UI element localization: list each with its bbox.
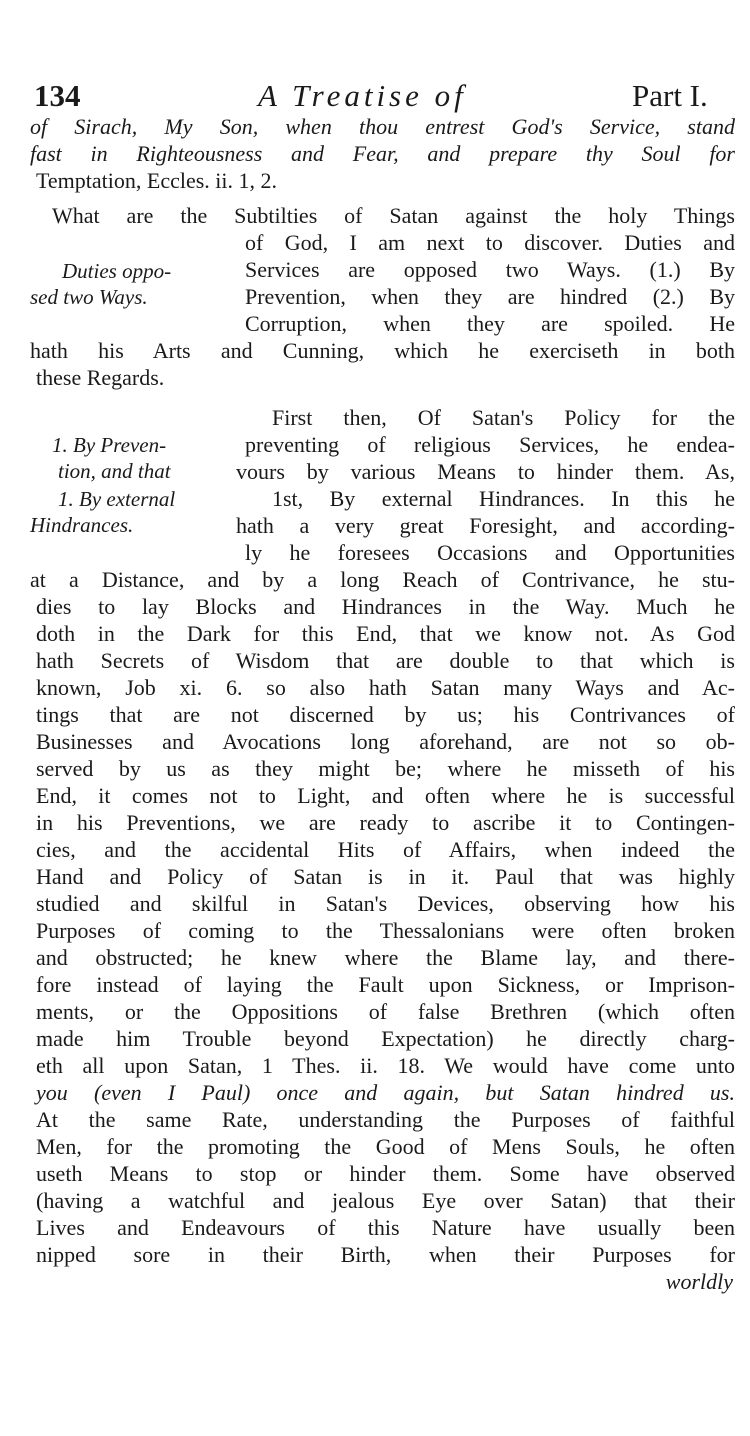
body-line: fast in Righteousness and Fear, and prepare thy Soul for: [30, 141, 735, 166]
body-line: preventing of religious Services, he endea-: [245, 432, 735, 457]
body-line: Prevention, when they are hindred (2.) By: [245, 284, 735, 309]
body-line: What are the Subtilties of Satan against the holy Things: [52, 203, 735, 228]
body-line: served by us as they might be; where he misseth of his: [36, 756, 735, 781]
margin-note: Hindrances.: [30, 513, 134, 537]
body-line: hath his Arts and Cunning, which he exerciseth in both: [30, 338, 735, 363]
body-line: First then, Of Satan's Policy for the: [272, 405, 735, 430]
body-line: Men, for the promoting the Good of Mens Souls, he often: [36, 1134, 735, 1159]
body-line: Temptation, Eccles. ii. 1, 2.: [36, 168, 278, 193]
body-line: made him Trouble beyond Expectation) he directly charg-: [36, 1026, 735, 1051]
body-line: (having a watchful and jealous Eye over Satan) that their: [36, 1188, 735, 1213]
body-line: vours by various Means to hinder them. As,: [236, 459, 735, 484]
body-line: Businesses and Avocations long aforehand, are not so ob-: [36, 729, 735, 754]
body-line: of God, I am next to discover. Duties and: [245, 230, 735, 255]
page-number: 134: [34, 78, 81, 113]
body-line: 1st, By external Hindrances. In this he: [272, 486, 735, 511]
margin-note: 1. By Preven-: [52, 433, 167, 457]
margin-note: tion, and that: [58, 459, 171, 483]
catchword: worldly: [665, 1269, 733, 1294]
body-line: of Sirach, My Son, when thou entrest God's Service, stand: [30, 114, 735, 139]
body-line: End, it comes not to Light, and often where he is successful: [36, 783, 735, 808]
body-line: nipped sore in their Birth, when their Purposes for: [36, 1242, 735, 1267]
body-line: tings that are not discerned by us; his Contrivances of: [36, 702, 735, 727]
body-line: and obstructed; he knew where the Blame lay, and there-: [36, 945, 735, 970]
body-line: doth in the Dark for this End, that we know not. As God: [36, 621, 735, 646]
body-line: you (even I Paul) once and again, but Satan hindred us.: [36, 1080, 735, 1105]
body-line: at a Distance, and by a long Reach of Contrivance, he stu-: [30, 567, 735, 592]
body-line: useth Means to stop or hinder them. Some have observed: [36, 1161, 735, 1186]
body-line: At the same Rate, understanding the Purposes of faithful: [36, 1107, 735, 1132]
body-line: eth all upon Satan, 1 Thes. ii. 18. We would have come unto: [36, 1053, 735, 1078]
margin-note: 1. By external: [58, 487, 176, 511]
body-line: Hand and Policy of Satan is in it. Paul that was highly: [36, 864, 735, 889]
body-line: fore instead of laying the Fault upon Sickness, or Imprison-: [36, 972, 735, 997]
body-line: Corruption, when they are spoiled. He: [245, 311, 735, 336]
body-line: Lives and Endeavours of this Nature have usually been: [36, 1215, 735, 1240]
body-line: studied and skilful in Satan's Devices, observing how his: [36, 891, 735, 916]
body-line: known, Job xi. 6. so also hath Satan many Ways and Ac-: [36, 675, 735, 700]
body-line: Services are opposed two Ways. (1.) By: [245, 257, 735, 282]
body-line: hath a very great Foresight, and according-: [236, 513, 735, 538]
body-line: Purposes of coming to the Thessalonians were often broken: [36, 918, 735, 943]
body-line: ments, or the Oppositions of false Brethren (which often: [36, 999, 735, 1024]
running-title: A Treatise of: [258, 78, 467, 113]
body-line: ly he foresees Occasions and Opportunities: [245, 540, 735, 565]
part-label: Part I.: [632, 78, 708, 113]
body-line: dies to lay Blocks and Hindrances in the Way. Much he: [36, 594, 735, 619]
body-line: these Regards.: [36, 365, 165, 390]
margin-note: Duties oppo-: [62, 259, 172, 283]
margin-note: sed two Ways.: [30, 285, 148, 309]
body-line: hath Secrets of Wisdom that are double to that which is: [36, 648, 735, 673]
body-line: cies, and the accidental Hits of Affairs, when indeed the: [36, 837, 735, 862]
body-line: in his Preventions, we are ready to ascribe it to Contingen-: [36, 810, 735, 835]
